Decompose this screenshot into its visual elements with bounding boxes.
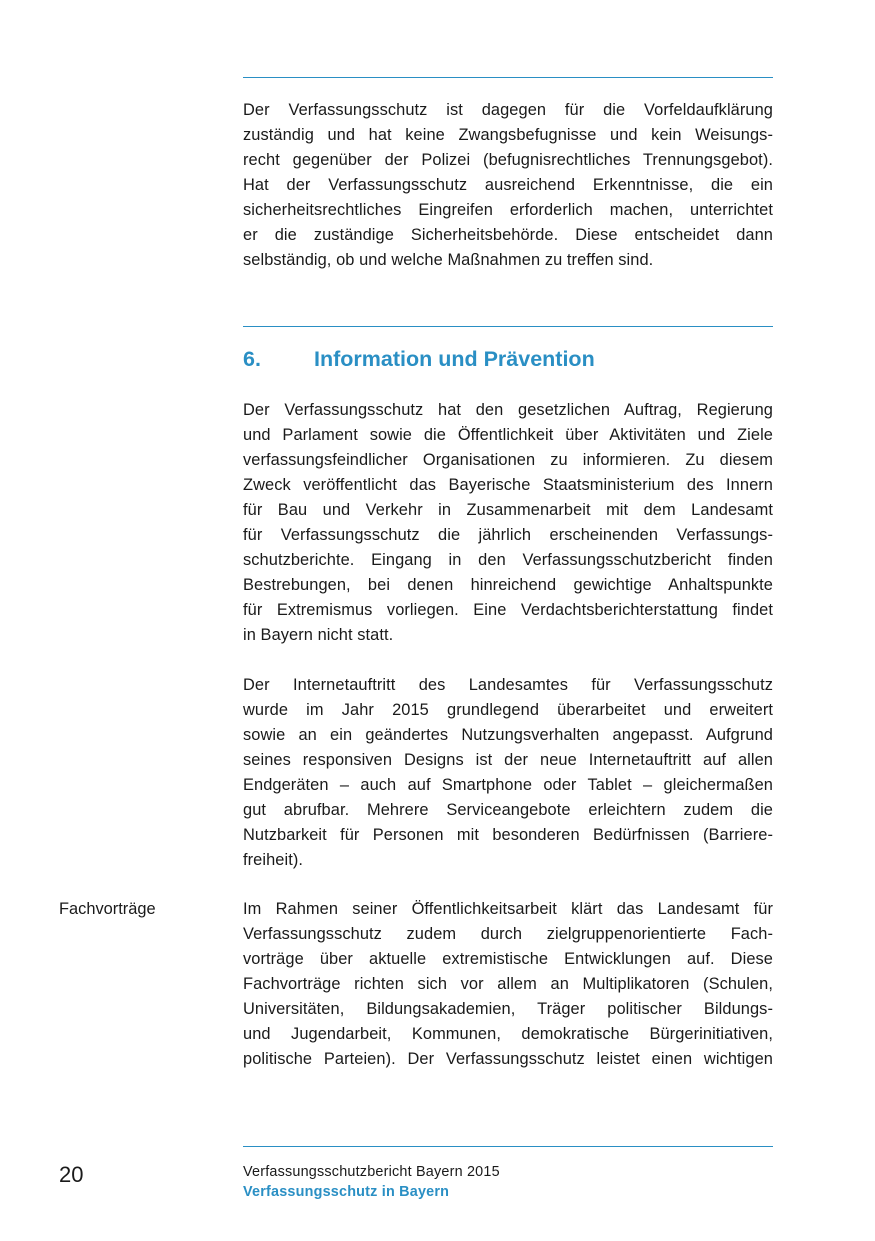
text-line: sowie an ein geändertes Nutzungsverhalten angepasst. Aufgrund bbox=[243, 726, 773, 744]
paragraph-internet-presence bbox=[243, 673, 773, 873]
footer-divider bbox=[243, 1146, 773, 1147]
text-line: verfassungsfeindlicher Organisationen zu informieren. Zu diesem bbox=[243, 451, 773, 469]
text-line: Fachvorträge richten sich vor allem an Multiplikatoren (Schulen, bbox=[243, 975, 773, 993]
text-line: für Verfassungsschutz die jährlich erscheinenden Verfassungs- bbox=[243, 526, 773, 544]
text-line: selbständig, ob und welche Maßnahmen zu treffen sind. bbox=[243, 251, 654, 269]
text-line: Verfassungsschutz zudem durch zielgruppenorientierte Fach- bbox=[243, 925, 773, 943]
text-line: politische Parteien). Der Verfassungsschutz leistet einen wichtigen bbox=[243, 1050, 773, 1068]
text-line: Zweck veröffentlicht das Bayerische Staatsministerium des Innern bbox=[243, 476, 773, 494]
running-footer bbox=[243, 1162, 500, 1202]
paragraph-verfassungsschutz-duties bbox=[243, 98, 773, 273]
section-number: 6. bbox=[243, 347, 261, 371]
text-line: seines responsiven Designs ist der neue Internetauftritt auf allen bbox=[243, 751, 773, 769]
text-line: er die zuständige Sicherheitsbehörde. Diese entscheidet dann bbox=[243, 226, 773, 244]
text-line: Nutzbarkeit für Personen mit besonderen Bedürfnissen (Barriere- bbox=[243, 826, 773, 844]
footer-chapter: Verfassungsschutz in Bayern bbox=[243, 1184, 450, 1200]
text-line: Der Verfassungsschutz ist dagegen für die Vorfeldaufklärung bbox=[243, 101, 773, 119]
paragraph-information-mandate bbox=[243, 398, 773, 648]
text-line: sicherheitsrechtliches Eingreifen erforderlich machen, unterrichtet bbox=[243, 201, 773, 219]
text-line: und Parlament sowie die Öffentlichkeit über Aktivitäten und Ziele bbox=[243, 426, 773, 444]
text-line: für Extremismus vorliegen. Eine Verdachtsberichterstattung findet bbox=[243, 601, 773, 619]
section-heading bbox=[243, 344, 595, 374]
text-line: Der Internetauftritt des Landesamtes für Verfassungsschutz bbox=[243, 676, 773, 694]
text-line: Hat der Verfassungsschutz ausreichend Erkenntnisse, die ein bbox=[243, 176, 773, 194]
paragraph-lectures bbox=[243, 897, 773, 1072]
text-line: recht gegenüber der Polizei (befugnisrechtliches Trennungsgebot). bbox=[243, 151, 773, 169]
text-line: schutzberichte. Eingang in den Verfassungsschutzbericht finden bbox=[243, 551, 773, 569]
section-title: Information und Prävention bbox=[314, 347, 595, 371]
section-divider bbox=[243, 326, 773, 327]
text-line: Der Verfassungsschutz hat den gesetzlichen Auftrag, Regierung bbox=[243, 401, 773, 419]
text-line: und Jugendarbeit, Kommunen, demokratische Bürgerinitiativen, bbox=[243, 1025, 773, 1043]
text-line: Universitäten, Bildungsakademien, Träger politischer Bildungs- bbox=[243, 1000, 773, 1018]
text-line: gut abrufbar. Mehrere Serviceangebote erleichtern zudem die bbox=[243, 801, 773, 819]
text-line: in Bayern nicht statt. bbox=[243, 626, 394, 644]
footer-publication: Verfassungsschutzbericht Bayern 2015 bbox=[243, 1164, 500, 1180]
text-line: wurde im Jahr 2015 grundlegend überarbeitet und erweitert bbox=[243, 701, 773, 719]
text-line: vorträge über aktuelle extremistische Entwicklungen auf. Diese bbox=[243, 950, 773, 968]
text-line: freiheit). bbox=[243, 851, 304, 869]
text-line: Endgeräten – auch auf Smartphone oder Tablet – gleichermaßen bbox=[243, 776, 773, 794]
text-line: Im Rahmen seiner Öffentlichkeitsarbeit klärt das Landesamt für bbox=[243, 900, 773, 918]
page-number: 20 bbox=[59, 1162, 84, 1187]
marginal-note: Fachvorträge bbox=[59, 900, 156, 918]
text-line: Bestrebungen, bei denen hinreichend gewichtige Anhaltspunkte bbox=[243, 576, 773, 594]
text-line: für Bau und Verkehr in Zusammenarbeit mit dem Landesamt bbox=[243, 501, 773, 519]
text-line: zuständig und hat keine Zwangsbefugnisse und kein Weisungs- bbox=[243, 126, 773, 144]
top-divider bbox=[243, 77, 773, 78]
